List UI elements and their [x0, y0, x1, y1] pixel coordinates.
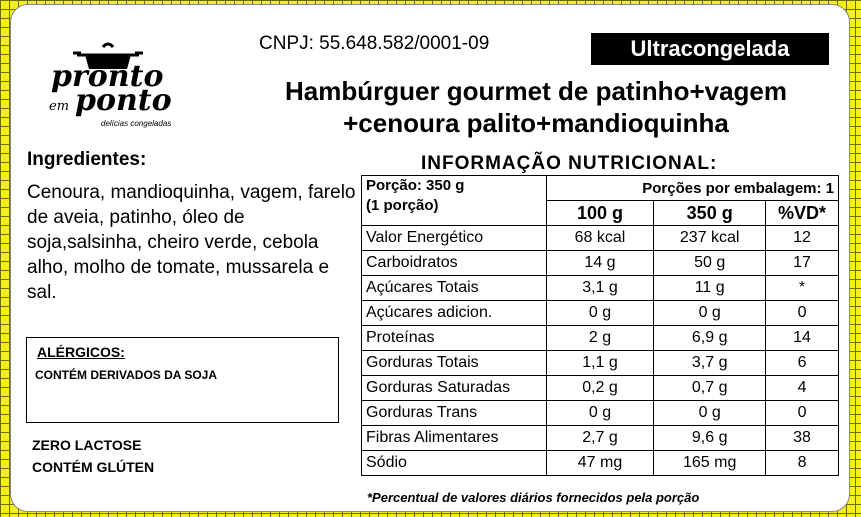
logo-tagline: delícias congeladas	[101, 119, 172, 128]
nutrient-name: Açúcares Totais	[362, 276, 547, 301]
value-350g: 237 kcal	[654, 226, 766, 251]
value-350g: 11 g	[654, 276, 766, 301]
product-label	[10, 4, 850, 512]
ingredients-text: Cenoura, mandioquinha, vagem, farelo de aveia, patinho, óleo de soja,salsinha, cheiro verde, cebola alho, molho de tomate, mussarela e sal.	[27, 182, 356, 303]
value-vd: 17	[766, 251, 839, 276]
logo-word-ponto: ponto	[75, 83, 172, 118]
value-100g: 14 g	[546, 251, 654, 276]
value-100g: 1,1 g	[546, 351, 654, 376]
value-350g: 9,6 g	[654, 426, 766, 451]
value-vd: *	[766, 276, 839, 301]
allergens-heading: ALÉRGICOS:	[37, 344, 125, 360]
brand-logo	[33, 33, 208, 133]
value-100g: 0 g	[546, 301, 654, 326]
allergens-box	[26, 337, 339, 423]
value-100g: 68 kcal	[546, 226, 654, 251]
value-100g: 2,7 g	[546, 426, 654, 451]
ingredients-heading: Ingredientes:	[27, 149, 147, 170]
nutrition-heading: INFORMAÇÃO NUTRICIONAL:	[421, 153, 718, 174]
value-vd: 14	[766, 326, 839, 351]
nutrient-name: Fibras Alimentares	[362, 426, 547, 451]
value-350g: 6,9 g	[654, 326, 766, 351]
nutrient-name: Gorduras Totais	[362, 351, 547, 376]
logo-word-em: em	[49, 99, 70, 114]
value-100g: 3,1 g	[546, 276, 654, 301]
value-100g: 0,2 g	[546, 376, 654, 401]
nutrition-row	[362, 426, 839, 451]
nutrition-table	[361, 175, 839, 476]
nutrition-row	[362, 251, 839, 276]
nutrient-name: Carboidratos	[362, 251, 547, 276]
servings-per-package: Porções por embalagem: 1	[546, 176, 838, 201]
cnpj: CNPJ: 55.648.582/0001-09	[259, 33, 490, 54]
nutrient-name: Sódio	[362, 451, 547, 476]
column-350g: 350 g	[654, 201, 766, 226]
nutrient-name: Gorduras Trans	[362, 401, 547, 426]
value-vd: 0	[766, 401, 839, 426]
portion-size: Porção: 350 g	[366, 177, 465, 194]
product-title-line1: Hambúrguer gourmet de patinho+vagem	[284, 76, 788, 106]
nutrition-row	[362, 276, 839, 301]
value-100g: 2 g	[546, 326, 654, 351]
nutrient-name: Valor Energético	[362, 226, 547, 251]
nutrition-row	[362, 301, 839, 326]
value-350g: 165 mg	[654, 451, 766, 476]
nutrition-row	[362, 326, 839, 351]
value-350g: 3,7 g	[654, 351, 766, 376]
value-vd: 4	[766, 376, 839, 401]
value-vd: 38	[766, 426, 839, 451]
value-100g: 0 g	[546, 401, 654, 426]
portion-sub: (1 porção)	[366, 197, 439, 214]
nutrition-row	[362, 376, 839, 401]
column-100g: 100 g	[546, 201, 654, 226]
value-vd: 12	[766, 226, 839, 251]
nutrition-row	[362, 401, 839, 426]
value-vd: 6	[766, 351, 839, 376]
nutrient-name: Açúcares adicion.	[362, 301, 547, 326]
value-350g: 50 g	[654, 251, 766, 276]
value-350g: 0 g	[654, 401, 766, 426]
portion-cell	[362, 176, 547, 226]
nutrition-row	[362, 351, 839, 376]
ultracongelada-badge: Ultracongelada	[591, 33, 829, 65]
nutrition-row	[362, 451, 839, 476]
allergens-text: CONTÉM DERIVADOS DA SOJA	[35, 368, 218, 382]
zero-lactose-note: ZERO LACTOSE	[32, 437, 142, 453]
product-title-line2: +cenoura palito+mandioquinha	[343, 108, 729, 138]
nutrient-name: Proteínas	[362, 326, 547, 351]
value-100g: 47 mg	[546, 451, 654, 476]
value-350g: 0,7 g	[654, 376, 766, 401]
nutrient-name: Gorduras Saturadas	[362, 376, 547, 401]
value-vd: 8	[766, 451, 839, 476]
value-350g: 0 g	[654, 301, 766, 326]
column-vd: %VD*	[766, 201, 839, 226]
logo-word-pronto: pronto	[51, 59, 164, 94]
nutrition-row	[362, 226, 839, 251]
contains-gluten-note: CONTÉM GLÚTEN	[32, 459, 155, 475]
nutrition-footnote: *Percentual de valores diários fornecidos pela porção	[367, 490, 700, 505]
nutrition-portion-row	[362, 176, 839, 201]
product-title	[201, 75, 850, 139]
value-vd: 0	[766, 301, 839, 326]
